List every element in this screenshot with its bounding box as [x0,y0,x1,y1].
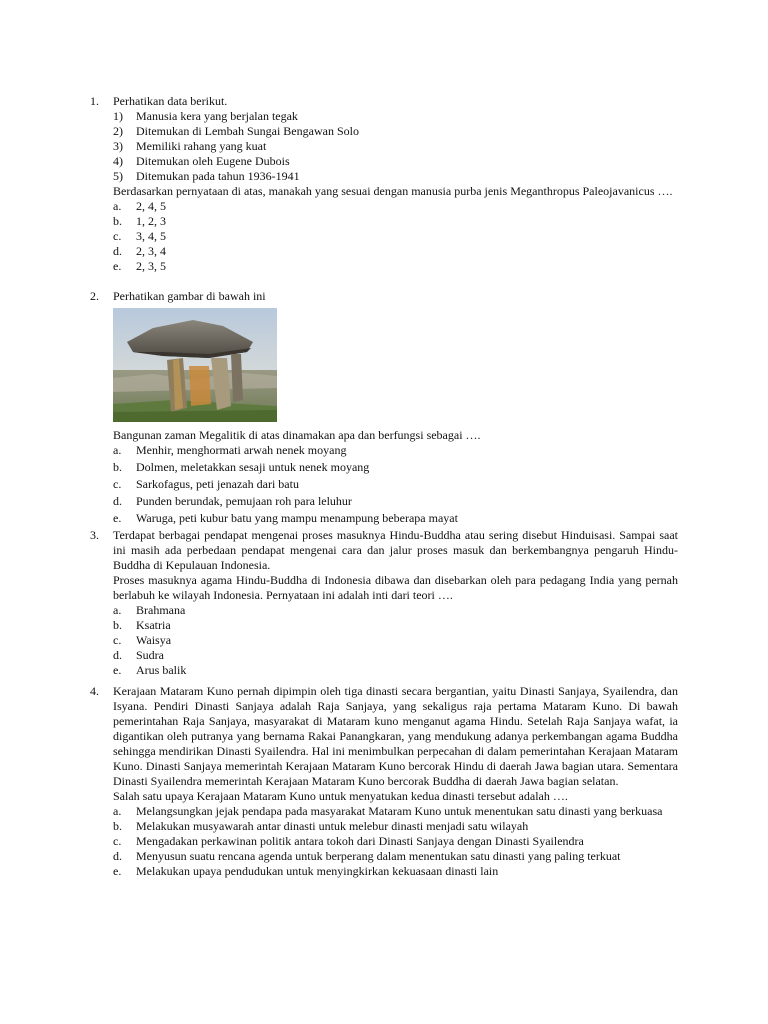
question-4 [90,684,678,879]
answer-option[interactable]: a. 2, 4, 5 [113,199,166,213]
answer-option[interactable]: d. 2, 3, 4 [113,244,166,258]
answer-options [113,804,678,879]
answer-option[interactable]: a. Brahmana [113,603,186,617]
answer-option[interactable]: e. Melakukan upaya pendudukan untuk menyingkirkan kekuasaan dinasti lain [113,864,499,878]
answer-option[interactable]: e. Arus balik [113,663,187,677]
question-number: 2. [90,289,99,303]
answer-option[interactable]: a. Melangsungkan jejak pendapa pada masyarakat Mataram Kuno untuk menentukan satu dinasti yang berkuasa [113,804,663,818]
answer-option[interactable]: e. 2, 3, 5 [113,259,166,273]
answer-options [113,199,678,274]
answer-option[interactable]: b. Melakukan musyawarah antar dinasti untuk melebur dinasti menjadi satu wilayah [113,819,529,833]
question-text: Bangunan zaman Megalitik di atas dinamakan apa dan berfungsi sebagai …. [113,428,481,442]
list-item: 1) Manusia kera yang berjalan tegak [113,109,298,123]
dolmen-photo-icon [113,308,277,422]
question-number: 4. [90,684,99,698]
list-item: 3) Memiliki rahang yang kuat [113,139,267,153]
answer-option[interactable]: d. Menyusun suatu rencana agenda untuk berperang dalam menentukan satu dinasti yang paling terkuat [113,849,621,863]
list-item: 2) Ditemukan di Lembah Sungai Bengawan Solo [113,124,359,138]
answer-option[interactable]: c. 3, 4, 5 [113,229,166,243]
answer-options [113,603,678,678]
question-paragraph: Kerajaan Mataram Kuno pernah dipimpin oleh tiga dinasti secara bergantian, yaitu Dinasti Sanjaya, Syailendra, dan Isyana. Pendiri Dinasti Sanjaya adalah Raja Sanjaya, yang sekaligus raja pertama Mataram Kuno. Di bawah pemerintahan Raja Sanjaya, masyarakat di Mataram kuno menganut agama Hindu. Setelah Raja Sanjaya wafat, ia digantikan oleh putranya yang bernama Rakai Panangkaran, yang mendukung adanya perkembangan agama Buddha sehingga mendirikan Dinasti Syailendra. Hal ini menimbulkan perpecahan di dalam pemerintahan Kerajaan Mataram Kuno. Dinasti Sanjaya memerintah Kerajaan Mataram Kuno bercorak Hindu di daerah Jawa bagian utara. Sementara Dinasti Syailendra memerintah Kerajaan Mataram Kuno bercorak Buddha di daerah Jawa bagian selatan. [113,684,678,788]
question-text: Berdasarkan pernyataan di atas, manakah yang sesuai dengan manusia purba jenis Meganthropus Paleojavanicus …. [113,184,673,198]
question-intro: Perhatikan data berikut. [113,94,228,108]
question-number: 3. [90,528,99,542]
list-item: 4) Ditemukan oleh Eugene Dubois [113,154,290,168]
list-item: 5) Ditemukan pada tahun 1936-1941 [113,169,300,183]
answer-option[interactable]: c. Waisya [113,633,172,647]
question-paragraph: Terdapat berbagai pendapat mengenai proses masuknya Hindu-Buddha atau sering disebut Hinduisasi. Sampai saat ini masih ada perbedaan pendapat mengenai cara dan jalur proses masuk dan berkembangnya pengaruh Hindu-Buddha di Kepulauan Indonesia. [113,528,678,572]
answer-option[interactable]: c. Mengadakan perkawinan politik antara tokoh dari Dinasti Sanjaya dengan Dinasti Syailendra [113,834,584,848]
question-1 [90,94,678,274]
answer-option[interactable]: b. 1, 2, 3 [113,214,166,228]
answer-option[interactable]: b. Dolmen, meletakkan sesaji untuk nenek moyang [113,460,370,474]
answer-option[interactable]: d. Punden berundak, pemujaan roh para leluhur [113,494,352,508]
answer-option[interactable]: c. Sarkofagus, peti jenazah dari batu [113,477,299,491]
question-number: 1. [90,94,99,108]
answer-option[interactable]: b. Ksatria [113,618,171,632]
data-list [113,109,678,184]
answer-options [113,443,678,526]
question-intro: Perhatikan gambar di bawah ini [113,289,266,303]
question-text: Proses masuknya agama Hindu-Buddha di Indonesia dibawa dan disebarkan oleh para pedagang India yang pernah berlabuh ke wilayah Indonesia. Pernyataan ini adalah inti dari teori …. [113,573,678,602]
answer-option[interactable]: e. Waruga, peti kubur batu yang mampu menampung beberapa mayat [113,511,458,525]
question-2 [90,289,678,528]
answer-option[interactable]: d. Sudra [113,648,164,662]
question-text: Salah satu upaya Kerajaan Mataram Kuno untuk menyatukan kedua dinasti tersebut adalah …. [113,789,568,803]
question-3 [90,528,678,678]
answer-option[interactable]: a. Menhir, menghormati arwah nenek moyang [113,443,347,457]
